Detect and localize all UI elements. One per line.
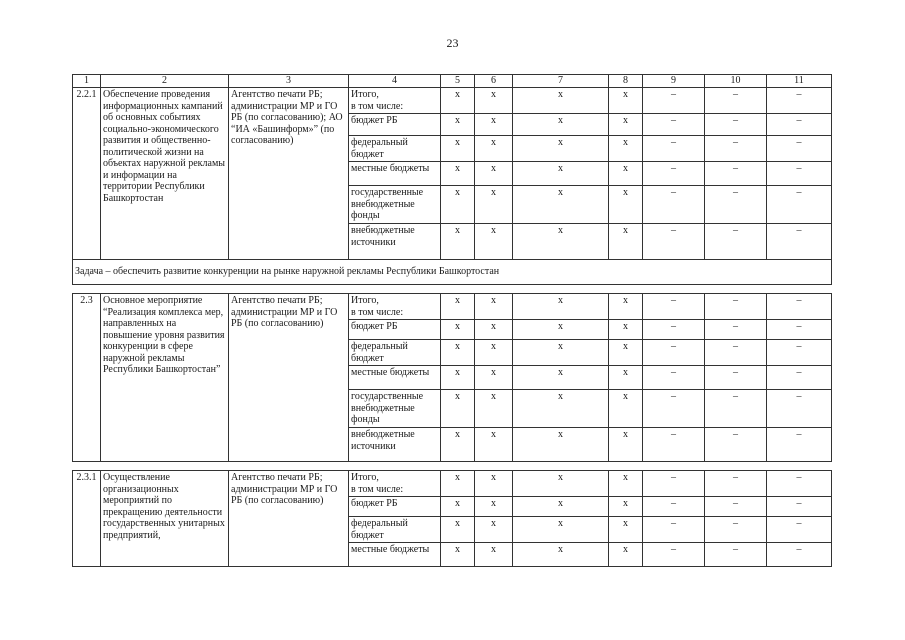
dash-cell: – xyxy=(767,88,832,114)
mark-cell: х xyxy=(441,366,475,390)
mark-cell: х xyxy=(441,114,475,136)
mark-cell: х xyxy=(475,543,513,567)
mark-cell: х xyxy=(475,428,513,462)
mark-cell: х xyxy=(513,471,609,497)
funding-source: государственные внебюджетные фонды xyxy=(349,186,441,224)
funding-source: бюджет РБ xyxy=(349,114,441,136)
dash-cell: – xyxy=(705,366,767,390)
dash-cell: – xyxy=(643,224,705,260)
column-header: 5 xyxy=(441,75,475,88)
dash-cell: – xyxy=(643,294,705,320)
mark-cell: х xyxy=(513,340,609,366)
header-row xyxy=(73,75,832,88)
dash-cell: – xyxy=(705,294,767,320)
dash-cell: – xyxy=(643,366,705,390)
dash-cell: – xyxy=(767,340,832,366)
mark-cell: х xyxy=(475,497,513,517)
column-header: 4 xyxy=(349,75,441,88)
dash-cell: – xyxy=(705,340,767,366)
mark-cell: х xyxy=(475,320,513,340)
column-header: 10 xyxy=(705,75,767,88)
item-executor: Агентство печати РБ; администрации МР и ГО РБ (по согласованию); АО “ИА «Башинформ»” (по согласованию) xyxy=(229,88,349,260)
mark-cell: х xyxy=(609,320,643,340)
mark-cell: х xyxy=(513,88,609,114)
item-number: 2.3 xyxy=(73,294,101,462)
dash-cell: – xyxy=(643,340,705,366)
mark-cell: х xyxy=(441,497,475,517)
column-header: 2 xyxy=(101,75,229,88)
mark-cell: х xyxy=(513,366,609,390)
funding-source: Итого, в том числе: xyxy=(349,294,441,320)
funding-source: Итого, в том числе: xyxy=(349,471,441,497)
dash-cell: – xyxy=(643,88,705,114)
item-name: Обеспечение проведения информационных кампаний об основных событиях социально-экономического развития и общественно-политической жизни на объектах наружной рекламы и информации на территории Республики Башкортостан xyxy=(101,88,229,260)
item-name: Осуществление организационных мероприятий по прекращению деятельности государственных унитарных предприятий, xyxy=(101,471,229,567)
dash-cell: – xyxy=(767,186,832,224)
mark-cell: х xyxy=(609,162,643,186)
item-number: 2.3.1 xyxy=(73,471,101,567)
mark-cell: х xyxy=(441,428,475,462)
mark-cell: х xyxy=(475,162,513,186)
mark-cell: х xyxy=(609,366,643,390)
mark-cell: х xyxy=(441,320,475,340)
item-executor: Агентство печати РБ; администрации МР и ГО РБ (по согласованию) xyxy=(229,294,349,462)
dash-cell: – xyxy=(767,428,832,462)
column-header: 6 xyxy=(475,75,513,88)
dash-cell: – xyxy=(705,543,767,567)
mark-cell: х xyxy=(513,114,609,136)
funding-source: бюджет РБ xyxy=(349,320,441,340)
dash-cell: – xyxy=(643,543,705,567)
dash-cell: – xyxy=(767,390,832,428)
dash-cell: – xyxy=(643,320,705,340)
mark-cell: х xyxy=(609,428,643,462)
mark-cell: х xyxy=(609,294,643,320)
table-row xyxy=(73,88,832,114)
spacer-row xyxy=(73,285,832,294)
dash-cell: – xyxy=(643,428,705,462)
dash-cell: – xyxy=(643,471,705,497)
mark-cell: х xyxy=(609,136,643,162)
dash-cell: – xyxy=(643,114,705,136)
mark-cell: х xyxy=(609,497,643,517)
mark-cell: х xyxy=(475,186,513,224)
mark-cell: х xyxy=(513,543,609,567)
dash-cell: – xyxy=(767,497,832,517)
mark-cell: х xyxy=(441,340,475,366)
task-row xyxy=(73,260,832,285)
mark-cell: х xyxy=(441,390,475,428)
mark-cell: х xyxy=(475,390,513,428)
mark-cell: х xyxy=(475,340,513,366)
mark-cell: х xyxy=(609,224,643,260)
dash-cell: – xyxy=(643,186,705,224)
dash-cell: – xyxy=(705,517,767,543)
dash-cell: – xyxy=(705,162,767,186)
dash-cell: – xyxy=(705,390,767,428)
column-header: 11 xyxy=(767,75,832,88)
mark-cell: х xyxy=(475,136,513,162)
funding-source: федеральный бюджет xyxy=(349,517,441,543)
spacer-cell xyxy=(73,285,832,294)
funding-source: федеральный бюджет xyxy=(349,340,441,366)
column-header: 8 xyxy=(609,75,643,88)
dash-cell: – xyxy=(767,320,832,340)
dash-cell: – xyxy=(767,366,832,390)
task-text: Задача – обеспечить развитие конкуренции на рынке наружной рекламы Республики Башкортостан xyxy=(73,260,832,285)
mark-cell: х xyxy=(609,340,643,366)
dash-cell: – xyxy=(767,517,832,543)
dash-cell: – xyxy=(705,88,767,114)
dash-cell: – xyxy=(643,162,705,186)
mark-cell: х xyxy=(475,517,513,543)
dash-cell: – xyxy=(643,517,705,543)
page-number: 23 xyxy=(446,36,459,50)
mark-cell: х xyxy=(475,471,513,497)
mark-cell: х xyxy=(475,224,513,260)
mark-cell: х xyxy=(609,471,643,497)
mark-cell: х xyxy=(441,471,475,497)
mark-cell: х xyxy=(441,224,475,260)
dash-cell: – xyxy=(767,114,832,136)
mark-cell: х xyxy=(513,136,609,162)
mark-cell: х xyxy=(609,88,643,114)
mark-cell: х xyxy=(513,162,609,186)
dash-cell: – xyxy=(705,224,767,260)
mark-cell: х xyxy=(513,497,609,517)
funding-source: федеральный бюджет xyxy=(349,136,441,162)
column-header: 3 xyxy=(229,75,349,88)
mark-cell: х xyxy=(475,294,513,320)
item-name: Основное мероприятие “Реализация комплекса мер, направленных на повышение уровня развития конкуренции в сфере наружной рекламы Республики Башкортостан” xyxy=(101,294,229,462)
dash-cell: – xyxy=(705,136,767,162)
dash-cell: – xyxy=(705,114,767,136)
mark-cell: х xyxy=(441,186,475,224)
mark-cell: х xyxy=(441,543,475,567)
table-row xyxy=(73,471,832,497)
funding-source: местные бюджеты xyxy=(349,162,441,186)
dash-cell: – xyxy=(767,543,832,567)
mark-cell: х xyxy=(609,186,643,224)
mark-cell: х xyxy=(441,136,475,162)
mark-cell: х xyxy=(441,162,475,186)
mark-cell: х xyxy=(475,114,513,136)
dash-cell: – xyxy=(767,294,832,320)
funding-source: внебюджетные источники xyxy=(349,428,441,462)
mark-cell: х xyxy=(513,517,609,543)
dash-cell: – xyxy=(705,497,767,517)
dash-cell: – xyxy=(705,471,767,497)
spacer-cell xyxy=(73,462,832,471)
mark-cell: х xyxy=(513,186,609,224)
dash-cell: – xyxy=(643,390,705,428)
dash-cell: – xyxy=(767,162,832,186)
column-header: 9 xyxy=(643,75,705,88)
column-header: 7 xyxy=(513,75,609,88)
mark-cell: х xyxy=(441,517,475,543)
dash-cell: – xyxy=(767,224,832,260)
dash-cell: – xyxy=(643,497,705,517)
mark-cell: х xyxy=(441,88,475,114)
item-number: 2.2.1 xyxy=(73,88,101,260)
mark-cell: х xyxy=(513,294,609,320)
mark-cell: х xyxy=(609,114,643,136)
mark-cell: х xyxy=(475,88,513,114)
dash-cell: – xyxy=(643,136,705,162)
funding-source: бюджет РБ xyxy=(349,497,441,517)
mark-cell: х xyxy=(609,543,643,567)
dash-cell: – xyxy=(767,471,832,497)
mark-cell: х xyxy=(513,428,609,462)
spacer-row xyxy=(73,462,832,471)
program-table xyxy=(72,74,832,567)
mark-cell: х xyxy=(513,320,609,340)
funding-source: местные бюджеты xyxy=(349,543,441,567)
dash-cell: – xyxy=(705,186,767,224)
funding-source: государственные внебюджетные фонды xyxy=(349,390,441,428)
dash-cell: – xyxy=(705,428,767,462)
mark-cell: х xyxy=(475,366,513,390)
item-executor: Агентство печати РБ; администрации МР и ГО РБ (по согласованию) xyxy=(229,471,349,567)
mark-cell: х xyxy=(513,390,609,428)
column-header: 1 xyxy=(73,75,101,88)
funding-source: внебюджетные источники xyxy=(349,224,441,260)
mark-cell: х xyxy=(609,517,643,543)
mark-cell: х xyxy=(441,294,475,320)
dash-cell: – xyxy=(705,320,767,340)
mark-cell: х xyxy=(513,224,609,260)
table-row xyxy=(73,294,832,320)
funding-source: местные бюджеты xyxy=(349,366,441,390)
funding-source: Итого, в том числе: xyxy=(349,88,441,114)
dash-cell: – xyxy=(767,136,832,162)
mark-cell: х xyxy=(609,390,643,428)
